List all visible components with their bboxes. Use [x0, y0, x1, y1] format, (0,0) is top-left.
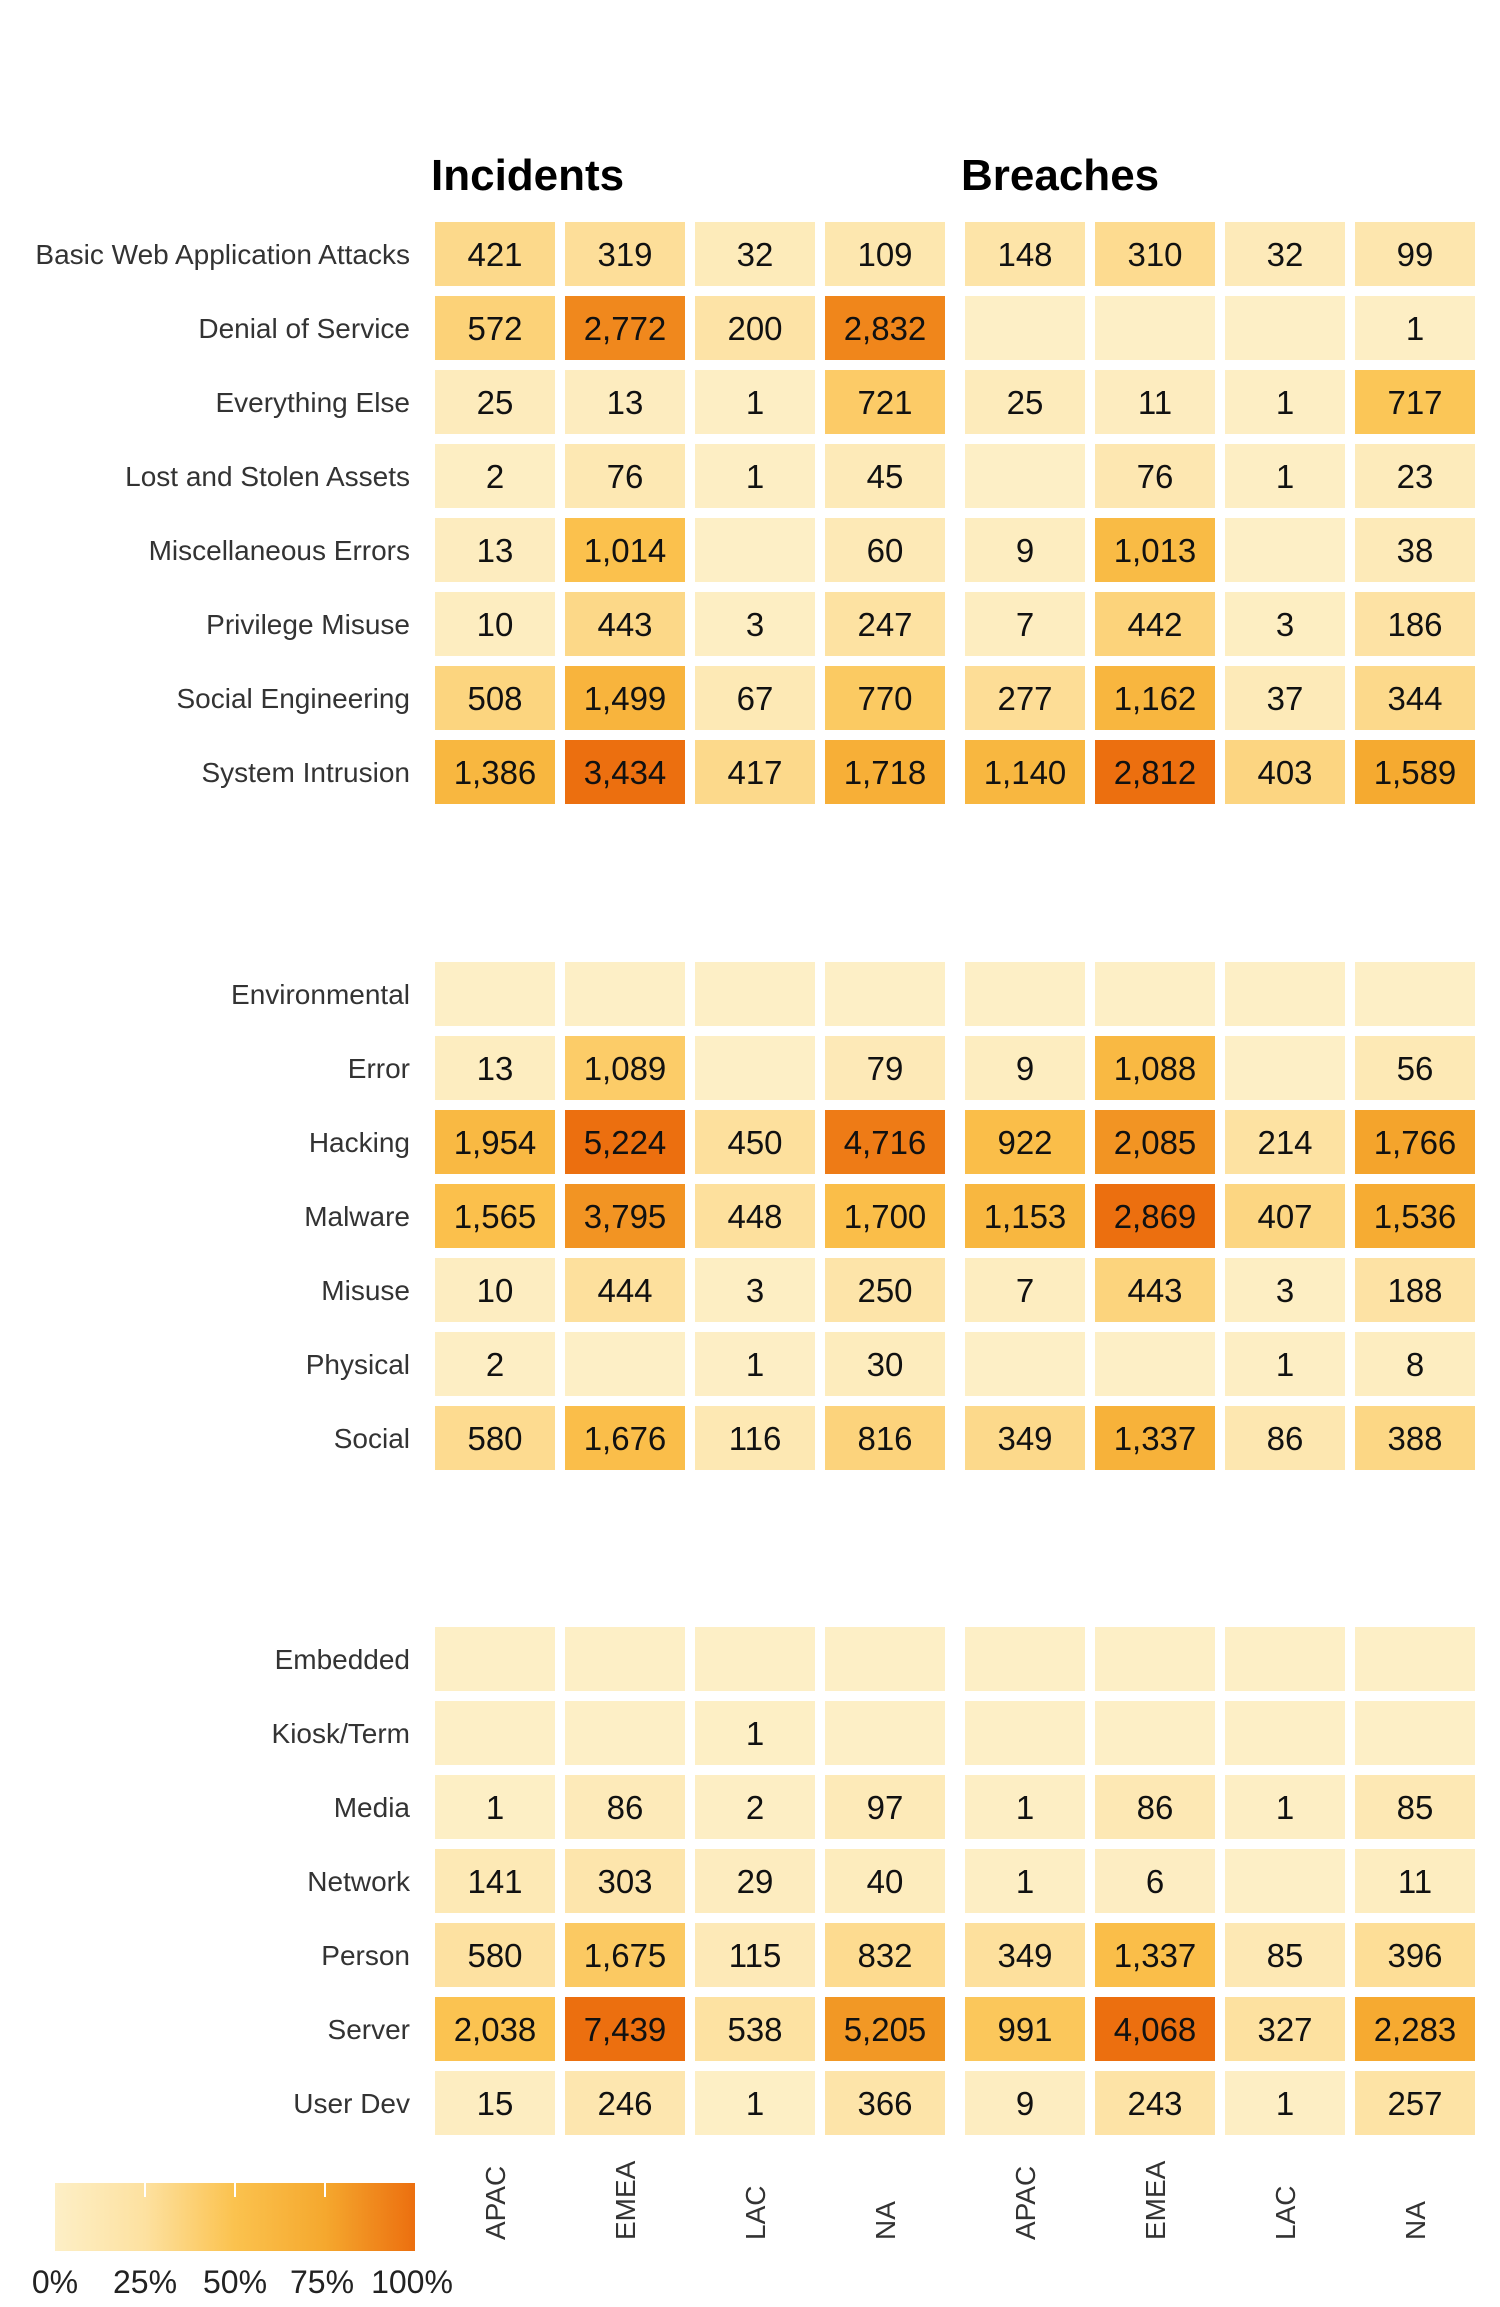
heatmap-cell [435, 1701, 555, 1765]
row-label: Media [333, 1792, 410, 1823]
cell-value: 816 [857, 1420, 913, 1457]
heatmap-cell [1355, 1627, 1475, 1691]
heatmap-cell [1225, 962, 1345, 1026]
cell-value: 1 [1405, 310, 1425, 347]
cell-value: 1 [1015, 1863, 1035, 1900]
row-label: Hacking [308, 1127, 410, 1158]
cell-value: 721 [857, 384, 913, 421]
column-label: NA [870, 2201, 901, 2240]
cell-value: 1 [1275, 384, 1295, 421]
cell-value: 1,589 [1373, 754, 1457, 791]
cell-value: 443 [597, 606, 653, 643]
cell-value: 1,565 [453, 1198, 537, 1235]
cell-value: 76 [606, 458, 644, 495]
row-label: Privilege Misuse [206, 609, 410, 640]
cell-value: 319 [597, 236, 653, 273]
cell-value: 443 [1127, 1272, 1183, 1309]
cell-value: 5,205 [843, 2011, 927, 2048]
cell-value: 349 [997, 1937, 1053, 1974]
cell-value: 832 [857, 1937, 913, 1974]
heatmap-cell [1225, 1627, 1345, 1691]
heatmap-cell [435, 1627, 555, 1691]
heatmap-cell [695, 962, 815, 1026]
row-label: Social Engineering [176, 683, 410, 714]
cell-value: 580 [467, 1420, 523, 1457]
cell-value: 67 [736, 680, 774, 717]
cell-value: 1,153 [983, 1198, 1067, 1235]
row-label: Social [333, 1423, 410, 1454]
cell-value: 10 [476, 1272, 514, 1309]
cell-value: 11 [1397, 1863, 1433, 1900]
cell-value: 1 [1275, 1346, 1295, 1383]
cell-value: 45 [866, 458, 904, 495]
heatmap-cell [1225, 1036, 1345, 1100]
cell-value: 148 [997, 236, 1053, 273]
cell-value: 85 [1266, 1937, 1304, 1974]
cell-value: 717 [1387, 384, 1443, 421]
heatmap-cell [695, 518, 815, 582]
cell-value: 403 [1257, 754, 1313, 791]
cell-value: 2 [745, 1789, 765, 1826]
row-label: Lost and Stolen Assets [125, 461, 410, 492]
cell-value: 13 [606, 384, 644, 421]
cell-value: 5,224 [583, 1124, 667, 1161]
cell-value: 1 [485, 1789, 505, 1826]
cell-value: 1 [1275, 458, 1295, 495]
row-label: Physical [305, 1349, 410, 1380]
column-label: EMEA [1140, 2160, 1171, 2240]
cell-value: 2,085 [1113, 1124, 1197, 1161]
cell-value: 86 [1266, 1420, 1304, 1457]
cell-value: 257 [1387, 2085, 1443, 2122]
heatmap-cell [1095, 1332, 1215, 1396]
panel-title-incidents: Incidents [431, 151, 625, 200]
cell-value: 11 [1137, 384, 1173, 421]
cell-value: 1 [1275, 1789, 1295, 1826]
cell-value: 1,386 [453, 754, 537, 791]
row-label: Server [327, 2014, 410, 2045]
cell-value: 32 [736, 236, 774, 273]
cell-value: 86 [1136, 1789, 1174, 1826]
cell-value: 448 [727, 1198, 783, 1235]
panel-title-breaches: Breaches [961, 151, 1160, 200]
cell-value: 38 [1396, 532, 1434, 569]
cell-value: 1,013 [1113, 532, 1197, 569]
row-label: Miscellaneous Errors [148, 535, 410, 566]
cell-value: 186 [1387, 606, 1443, 643]
cell-value: 250 [857, 1272, 913, 1309]
cell-value: 303 [597, 1863, 653, 1900]
cell-value: 396 [1387, 1937, 1443, 1974]
cell-value: 3 [1275, 606, 1295, 643]
cell-value: 243 [1127, 2085, 1183, 2122]
cell-value: 13 [476, 532, 514, 569]
cell-value: 2,038 [453, 2011, 537, 2048]
cell-value: 23 [1396, 458, 1434, 495]
cell-value: 1 [745, 2085, 765, 2122]
cell-value: 1,162 [1113, 680, 1197, 717]
cell-value: 991 [997, 2011, 1053, 2048]
cell-value: 572 [467, 310, 523, 347]
heatmap-cell [1225, 518, 1345, 582]
heatmap-cell [565, 1701, 685, 1765]
cell-value: 9 [1015, 532, 1035, 569]
cell-value: 97 [866, 1789, 904, 1826]
cell-value: 2 [485, 458, 505, 495]
legend-tick: 100% [371, 2264, 453, 2300]
cell-value: 25 [476, 384, 514, 421]
heatmap-cell [965, 1701, 1085, 1765]
cell-value: 3 [745, 606, 765, 643]
column-label: APAC [480, 2165, 511, 2240]
cell-value: 79 [866, 1050, 904, 1087]
cell-value: 32 [1266, 236, 1304, 273]
legend-tick: 75% [289, 2264, 355, 2300]
cell-value: 388 [1387, 1420, 1443, 1457]
cell-value: 2 [485, 1346, 505, 1383]
cell-value: 442 [1127, 606, 1183, 643]
cell-value: 1 [1015, 1789, 1035, 1826]
row-label: User Dev [293, 2088, 410, 2119]
cell-value: 407 [1257, 1198, 1313, 1235]
cell-value: 99 [1396, 236, 1434, 273]
cell-value: 1,718 [843, 754, 927, 791]
cell-value: 200 [727, 310, 783, 347]
legend-tick: 0% [31, 2264, 79, 2300]
heatmap-cell [1225, 296, 1345, 360]
row-label: Basic Web Application Attacks [35, 239, 410, 270]
heatmap-cell [1355, 1701, 1475, 1765]
cell-value: 3 [745, 1272, 765, 1309]
cell-value: 349 [997, 1420, 1053, 1457]
cell-value: 421 [467, 236, 523, 273]
cell-value: 1 [745, 384, 765, 421]
column-label: EMEA [610, 2160, 641, 2240]
cell-value: 214 [1257, 1124, 1313, 1161]
cell-value: 3 [1275, 1272, 1295, 1309]
cell-value: 366 [857, 2085, 913, 2122]
column-label: APAC [1010, 2165, 1041, 2240]
cell-value: 60 [866, 532, 904, 569]
cell-value: 1,675 [583, 1937, 667, 1974]
heatmap-cell [825, 1627, 945, 1691]
cell-value: 2,812 [1113, 754, 1197, 791]
cell-value: 30 [866, 1346, 904, 1383]
heatmap-cell [825, 1701, 945, 1765]
column-label: LAC [740, 2185, 771, 2240]
cell-value: 1,700 [843, 1198, 927, 1235]
cell-value: 3,434 [583, 754, 667, 791]
cell-value: 1,337 [1113, 1937, 1197, 1974]
cell-value: 6 [1145, 1863, 1165, 1900]
cell-value: 1 [745, 1715, 765, 1752]
heatmap-cell [965, 962, 1085, 1026]
cell-value: 2,772 [583, 310, 667, 347]
cell-value: 85 [1396, 1789, 1434, 1826]
cell-value: 1,954 [453, 1124, 537, 1161]
cell-value: 246 [597, 2085, 653, 2122]
cell-value: 2,832 [843, 310, 927, 347]
cell-value: 7,439 [583, 2011, 667, 2048]
cell-value: 1,088 [1113, 1050, 1197, 1087]
cell-value: 29 [736, 1863, 774, 1900]
cell-value: 770 [857, 680, 913, 717]
heatmap-cell [1095, 1627, 1215, 1691]
heatmap-cell [695, 1627, 815, 1691]
cell-value: 3,795 [583, 1198, 667, 1235]
row-label: Environmental [231, 979, 410, 1010]
cell-value: 7 [1015, 1272, 1035, 1309]
cell-value: 37 [1266, 680, 1304, 717]
heatmap-cell [965, 1627, 1085, 1691]
cell-value: 1,014 [583, 532, 667, 569]
row-label: Person [321, 1940, 410, 1971]
row-label: Kiosk/Term [271, 1718, 410, 1749]
cell-value: 76 [1136, 458, 1174, 495]
row-label: Misuse [321, 1275, 410, 1306]
cell-value: 1,337 [1113, 1420, 1197, 1457]
heatmap-cell [825, 962, 945, 1026]
cell-value: 508 [467, 680, 523, 717]
cell-value: 188 [1387, 1272, 1443, 1309]
cell-value: 15 [476, 2085, 514, 2122]
heatmap-cell [965, 296, 1085, 360]
heatmap-cell [1095, 296, 1215, 360]
heatmap-cell [565, 1627, 685, 1691]
legend-tick: 25% [112, 2264, 178, 2300]
cell-value: 327 [1257, 2011, 1313, 2048]
cell-value: 115 [728, 1937, 782, 1974]
heatmap-cell [695, 1036, 815, 1100]
cell-value: 1,536 [1373, 1198, 1457, 1235]
cell-value: 417 [727, 754, 783, 791]
cell-value: 13 [476, 1050, 514, 1087]
cell-value: 141 [467, 1863, 523, 1900]
heatmap-cell [1095, 962, 1215, 1026]
cell-value: 4,716 [843, 1124, 927, 1161]
heatmap-cell [1355, 962, 1475, 1026]
row-label: Network [307, 1866, 410, 1897]
cell-value: 1,766 [1373, 1124, 1457, 1161]
cell-value: 1,089 [583, 1050, 667, 1087]
cell-value: 538 [727, 2011, 783, 2048]
heatmap-cell [965, 444, 1085, 508]
cell-value: 2,869 [1113, 1198, 1197, 1235]
cell-value: 922 [997, 1124, 1053, 1161]
heatmap-cell [1225, 1701, 1345, 1765]
cell-value: 444 [597, 1272, 653, 1309]
heatmap-cell [435, 962, 555, 1026]
cell-value: 8 [1405, 1346, 1425, 1383]
cell-value: 9 [1015, 2085, 1035, 2122]
legend-tick: 50% [202, 2264, 268, 2300]
column-label: LAC [1270, 2185, 1301, 2240]
cell-value: 247 [857, 606, 913, 643]
cell-value: 310 [1127, 236, 1183, 273]
heatmap-cell [565, 1332, 685, 1396]
heatmap-cell [565, 962, 685, 1026]
cell-value: 109 [857, 236, 913, 273]
cell-value: 4,068 [1113, 2011, 1197, 2048]
cell-value: 1 [1275, 2085, 1295, 2122]
cell-value: 116 [728, 1420, 782, 1457]
cell-value: 1 [745, 1346, 765, 1383]
column-label: NA [1400, 2201, 1431, 2240]
heatmap-cell [965, 1332, 1085, 1396]
cell-value: 277 [997, 680, 1053, 717]
row-label: System Intrusion [201, 757, 410, 788]
row-label: Embedded [274, 1644, 410, 1675]
heatmap-cell [1225, 1849, 1345, 1913]
cell-value: 10 [476, 606, 514, 643]
cell-value: 7 [1015, 606, 1035, 643]
cell-value: 86 [606, 1789, 644, 1826]
row-label: Everything Else [215, 387, 410, 418]
cell-value: 1,499 [583, 680, 667, 717]
cell-value: 1 [745, 458, 765, 495]
cell-value: 25 [1006, 384, 1044, 421]
cell-value: 344 [1387, 680, 1443, 717]
cell-value: 2,283 [1373, 2011, 1457, 2048]
cell-value: 9 [1015, 1050, 1035, 1087]
row-label: Denial of Service [198, 313, 410, 344]
cell-value: 56 [1396, 1050, 1434, 1087]
row-label: Error [347, 1053, 410, 1084]
cell-value: 1,676 [583, 1420, 667, 1457]
cell-value: 450 [727, 1124, 783, 1161]
cell-value: 580 [467, 1937, 523, 1974]
cell-value: 40 [866, 1863, 904, 1900]
cell-value: 1,140 [983, 754, 1067, 791]
heatmap-cell [1095, 1701, 1215, 1765]
row-label: Malware [304, 1201, 410, 1232]
